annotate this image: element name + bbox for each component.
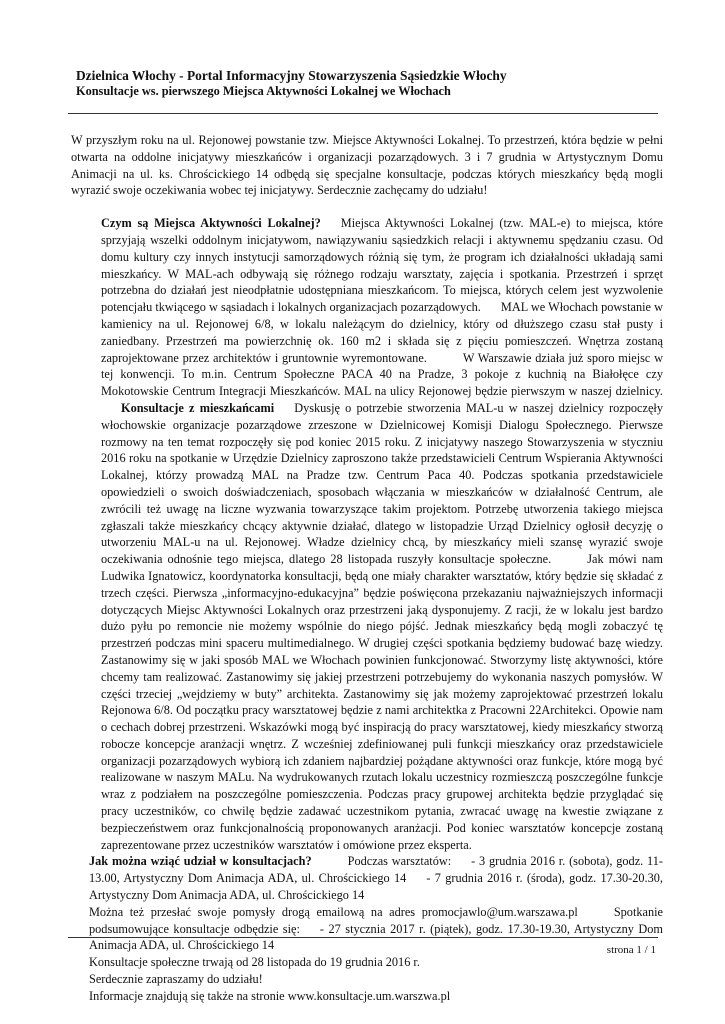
email-paragraph: [71, 904, 663, 954]
summary-meeting-label: Spotkanie podsumowujące konsultacje odbędzie się:: [89, 904, 663, 936]
info-website-line: Informacje znajdują się także na stronie www.konsultacje.um.warszwa.pl: [89, 988, 451, 1003]
page-number: strona 1 / 1: [606, 944, 656, 956]
invitation-line: Serdecznie zapraszamy do udziału!: [89, 972, 263, 987]
mal-text-c: W Warszawie działa już sporo miejsc w tej konwencji. To m.in. Centrum Społeczne PACA 40 na Pradze, 3 pokoje z kuchnią na Białołęce czy Mokotowskie Centrum Integracji Mieszkańców. MAL na ulicy Rejonowej będzie pierwszym w naszej dzielnicy.: [101, 350, 664, 399]
workshop-date-2: - 7 grudnia 2016 r. (środa), godz. 17.30-20.30, Artystyczny Dom Animacja ADA, ul. Chrościckiego 14: [89, 871, 664, 903]
consultations-text-b: Jak mówi nam Ludwika Ignatowicz, koordynatorka konsultacji, będą one miały charakter warsztatów, który będzie się składać z trzech części. Pierwsza „informacyjno-edukacyjna” będzie poświęcona przekazaniu najważniejszych informacji dotyczących Miejsc Aktywności Lokalnych oraz przestrzeni jaką dysponujemy. Z racji, że w lokalu jest bardzo dużo pyłu po remoncie nie możemy wspólnie do niego pójść. Jednak mieszkańcy będą mogli zobaczyć tę przestrzeń podczas mini spaceru multimedialnego. W drugiej części spotkania będziemy budować bazę wiedzy. Zastanowimy się w jaki sposób MAL we Włochach powinien funkcjonować. Stworzymy listę aktywności, które chcemy tam realizować. Zastanowimy się jakiej przestrzeni potrzebujemy do wykonania naszych pomysłów. W części trzeciej „wejdziemy w buty” architekta. Zastanowimy się jak możemy zaprojektować przestrzeń lokalu Rejonowa 6/8. Od początku pracy warsztatowej będzie z nami architektka z Pracowni 22Architekci. Opowie nam o cechach dobrej przestrzeni. Wskazówki mogą być inspiracją do pracy warsztatowej, kiedy mieszkańcy stworzą robocze koncepcje aranżacji wnętrz. Z wcześniej zdefiniowanej puli funkcji mieszkańcy oraz przedstawiciele organizacji pozarządowych wybiorą ich zdaniem najbardziej pożądane aktywności oraz funkcje, które mogą być realizowane w naszym MALu. Na wydrukowanych rzutach lokalu uczestnicy rozmieszczą poszczególne funkcje wraz z podziałem na poszczególne pomieszczenia. Podczas pracy grupowej architekta będzie przyglądać się pracy uczestników, co chwilę będzie zadawać uczestnikom pytania, zwracać uwagę na kwestie związane z bezpieczeństwem oraz funkcjonalnością proponowanych aranżacji. Pod koniec warsztatów koncepcje zostaną zaprezentowane przez uczestników warsztatów i omówione przez eksperta.: [101, 552, 663, 852]
workshops-label: Podczas warsztatów:: [347, 854, 452, 869]
footer-divider: [68, 937, 658, 938]
section-heading-consultations: Konsultacje z mieszkańcami: [121, 400, 275, 415]
intro-paragraph: W przyszłym roku na ul. Rejonowej powstanie tzw. Miejsce Aktywności Lokalnej. To przestrzeń, która będzie w pełni otwarta na oddolne inicjatywy mieszkańców i organizacji pozarządowych. 3 i 7 grudnia w Artystycznym Domu Animacji na ul. ks. Chrościckiego 14 odbędą się specjalne konsultacje, podczas których mieszkańcy będą mogli wyrazić swoje oczekiwania wobec tej inicjatywy. Serdecznie zachęcamy do udziału!: [71, 133, 663, 198]
header-divider: [68, 113, 658, 114]
workshop-date-1: - 3 grudnia 2016 r. (sobota), godz. 11-13.00, Artystyczny Dom Animacja ADA, ul. Chrościckiego 14: [89, 854, 663, 886]
site-title: Dzielnica Włochy - Portal Informacyjny Stowarzyszenia Sąsiedzkie Włochy: [76, 68, 507, 83]
article-body: [71, 132, 663, 1005]
article-title: Konsultacje ws. pierwszego Miejsca Aktywności Lokalnej we Włochach: [76, 84, 451, 98]
section-heading-participation: Jak można wziąć udział w konsultacjach?: [89, 854, 312, 869]
section-mal-paragraph: [71, 215, 663, 853]
mal-text-a: Miejsca Aktywności Lokalnej (tzw. MAL-e) to miejsca, które sprzyjają wszelki oddolnym inicjatywom, nawiązywaniu sąsiedzkich relacji i aktywnemu spędzaniu czasu. Od domu kultury czy innych instytucji samorządowych różnią się tym, że program ich działalności układają sami mieszkańcy. W MAL-ach odbywają się różnego rodzaju warsztaty, zajęcia i spotkania. Przestrzeń i sprzęt potrzebna do działań jest nieodpłatnie udostępniana mieszkańcom. To miejsca, których celem jest wyzwolenie potencjału tkwiącego w sąsiadach i lokalnych organizacjach pozarządowych.: [101, 216, 663, 315]
section-heading-mal: Czym są Miejsca Aktywności Lokalnej?: [101, 216, 321, 231]
duration-line: Konsultacje społeczne trwają od 28 listopada do 19 grudnia 2016 r.: [89, 955, 420, 970]
email-text: Można też przesłać swoje pomysły drogą emailową na adres promocjawlo@um.warszawa.pl: [89, 904, 578, 919]
summary-meeting-date: - 27 stycznia 2017 r. (piątek), godz. 17.30-19.30, Artystyczny Dom Animacja ADA, ul. Chrościckiego 14: [89, 921, 663, 953]
mal-text-b: MAL we Włochach powstanie w kamienicy na ul. Rejonowej 6/8, w lokalu należącym do dzielnicy, który od dłuższego czasu stał pusty i zaniedbany. Przestrzeń ma powierzchnię ok. 160 m2 i składa się z pięciu pomieszczeń. Wnętrza zostaną zaprojektowane przez architektów i gruntownie wyremontowane.: [101, 300, 663, 365]
participation-paragraph: [71, 853, 663, 903]
consultations-text-a: Dyskusję o potrzebie stworzenia MAL-u w naszej dzielnicy rozpoczęły włochowskie organizacje pozarządowe zrzeszone w Dzielnicowej Komisji Dialogu Społecznego. Pierwsze rozmowy na ten temat rozpoczęły się pod koniec 2015 roku. Z inicjatywy naszego Stowarzyszenia w styczniu 2016 roku na spotkanie w Urzędzie Dzielnicy zaproszono także przedstawicieli Centrum Wspierania Aktywności Lokalnej, którzy prowadzą MAL na Pradze tzw. Centrum Paca 40. Podczas spotkania przedstawiciele opowiedzieli o swoich doświadczeniach, sposobach włączania w mieszkańców w działalność Centrum, ale zwrócili też uwagę na liczne wyzwania towarzyszące takim projektom. Potrzebę utworzenia takiego miejsca zgłaszali także mieszkańcy chcący aktywnie działać, dlatego w listopadzie Urząd Dzielnicy ogłosił decyzję o utworzeniu MAL-u na ul. Rejonowej. Władze dzielnicy chcą, by mieszkańcy mieli szansę wyrazić swoje oczekiwania odnośnie tego miejsca, dlatego 28 listopada ruszyły konsultacje społeczne.: [101, 400, 663, 567]
